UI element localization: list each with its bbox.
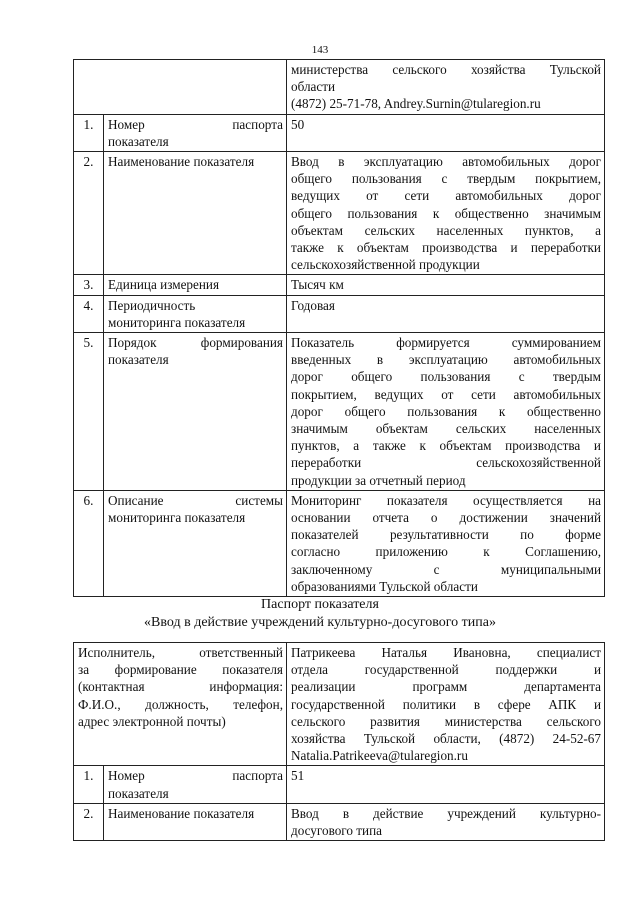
text-line: введенных в эксплуатацию автомобильных <box>291 352 601 368</box>
contact-cell <box>287 60 605 115</box>
row-label <box>104 803 287 840</box>
text-line: Ввод в действие учреждений культурно- <box>291 805 601 821</box>
text-line: согласно приложению к Соглашению, <box>291 544 601 560</box>
text-line: государственной политики в сфере АПК и <box>291 696 601 712</box>
text-line: Мониторинг показателя осуществляется на <box>291 492 601 508</box>
row-value <box>287 766 605 803</box>
text-line: показателя <box>108 785 169 801</box>
text-line: объектам сельских населенных пунктов, а <box>291 222 601 238</box>
text-line: ведущих от сети автомобильных дорог <box>291 188 601 204</box>
text-line: дорог общего пользования к общественно <box>291 403 601 419</box>
text-line: сельскохозяйственной продукции <box>291 257 480 273</box>
row-value <box>287 490 605 596</box>
text-line: заключенному с муниципальными <box>291 561 601 577</box>
text-line: также к объектам производства и переработки <box>291 240 601 256</box>
passport-table-50 <box>73 59 605 597</box>
row-label <box>104 152 287 275</box>
text-line: общего пользования с твердым покрытием, <box>291 171 601 187</box>
table-row <box>74 803 605 840</box>
row-value <box>287 803 605 840</box>
text-line: основании отчета о достижении значений <box>291 510 601 526</box>
row-number: 1. <box>74 114 104 151</box>
text-line: Наименование показателя <box>108 154 255 170</box>
text-line: сельского развития министерства сельского <box>291 713 601 729</box>
text-line: пунктов, а также к объектам производства и <box>291 438 601 454</box>
table-row <box>74 114 605 151</box>
table-row <box>74 333 605 491</box>
text-line: Номер паспорта <box>108 768 283 784</box>
text-line: показателей результативности по форме <box>291 527 601 543</box>
text-line: показателя <box>108 133 169 149</box>
text-line: Описание системы <box>108 492 283 508</box>
text-line: Ввод в эксплуатацию автомобильных дорог <box>291 154 601 170</box>
text-line: Ф.И.О., должность, телефон, <box>78 696 283 712</box>
row-label <box>104 490 287 596</box>
passport-heading: Паспорт показателя <box>261 597 379 612</box>
text-line: отдела государственной поддержки и <box>291 662 601 678</box>
text-line: за формирование показателя <box>78 662 283 678</box>
text-line: Порядок формирования <box>108 335 283 351</box>
text-line: (4872) 25-71-78, Andrey.Surnin@tularegion.ru <box>291 96 541 112</box>
text-line: Годовая <box>291 297 335 313</box>
text-line: досугового типа <box>291 823 383 839</box>
text-line: значимым объектам сельских населенных <box>291 421 601 437</box>
row-value <box>287 295 605 332</box>
text-line: Единица измерения <box>108 277 220 293</box>
row-label <box>104 295 287 332</box>
row-number: 4. <box>74 295 104 332</box>
text-line: мониторинга показателя <box>108 314 246 330</box>
row-label <box>104 333 287 491</box>
passport-table-51 <box>73 642 605 841</box>
empty-cell <box>74 60 287 115</box>
row-label <box>104 275 287 295</box>
text-line: реализации программ департамента <box>291 679 601 695</box>
text-line: хозяйства Тульской области, (4872) 24-52-67 <box>291 731 601 747</box>
text-line: Номер паспорта <box>108 116 283 132</box>
text-line: мониторинга показателя <box>108 510 246 526</box>
passport-title: «Ввод в действие учреждений культурно-досугового типа» <box>144 615 496 630</box>
table-row <box>74 275 605 295</box>
row-number: 5. <box>74 333 104 491</box>
executor-label <box>74 643 287 766</box>
text-line: дорог общего пользования с твердым <box>291 369 601 385</box>
text-line: общего пользования к общественно значимым <box>291 205 601 221</box>
table-row-executor <box>74 643 605 766</box>
row-label <box>104 114 287 151</box>
executor-value <box>287 643 605 766</box>
row-value <box>287 152 605 275</box>
row-value <box>287 114 605 151</box>
text-line: Исполнитель, ответственный <box>78 645 283 660</box>
page-number: 143 <box>311 44 329 56</box>
row-number: 6. <box>74 490 104 596</box>
text-line: переработки сельскохозяйственной <box>291 455 601 471</box>
text-line: образованиями Тульской области <box>291 578 478 594</box>
text-line: показателя <box>108 352 169 368</box>
table-row <box>74 152 605 275</box>
text-line: продукции за отчетный период <box>291 472 466 488</box>
row-number: 1. <box>74 766 104 803</box>
text-line: (контактная информация: <box>78 679 283 695</box>
row-value <box>287 333 605 491</box>
row-label <box>104 766 287 803</box>
text-line: Показатель формируется суммированием <box>291 335 601 351</box>
text-line: Патрикеева Наталья Ивановна, специалист <box>291 645 601 660</box>
text-line: министерства сельского хозяйства Тульской <box>291 62 601 77</box>
text-line: 51 <box>291 768 305 784</box>
text-line: области <box>291 79 336 95</box>
text-line: Natalia.Patrikeeva@tularegion.ru <box>291 748 468 764</box>
table-row-contact <box>74 60 605 115</box>
row-value <box>287 275 605 295</box>
table-row <box>74 766 605 803</box>
row-number: 3. <box>74 275 104 295</box>
table-row <box>74 490 605 596</box>
text-line: адрес электронной почты) <box>78 713 226 729</box>
text-line: 50 <box>291 116 305 132</box>
row-number: 2. <box>74 803 104 840</box>
table-row <box>74 295 605 332</box>
text-line: Наименование показателя <box>108 805 255 821</box>
text-line: Периодичность <box>108 297 196 313</box>
row-number: 2. <box>74 152 104 275</box>
text-line: Тысяч км <box>291 277 344 293</box>
text-line: покрытием, ведущих от сети автомобильных <box>291 386 601 402</box>
